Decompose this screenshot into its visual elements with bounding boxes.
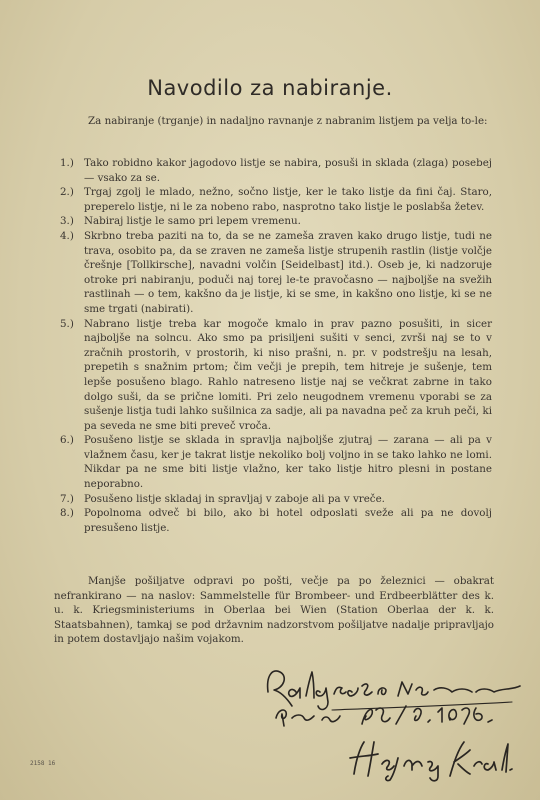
rule-number: 8.)	[60, 507, 74, 520]
intro-paragraph: Za nabiranje (trganje) in nadaljno ravnanje z nabranim listjem pa velja to-le:	[88, 115, 488, 127]
rule-text: Posušeno listje se sklada in spravlja najboljše zjutraj — zarana — ali pa v vlažnem času, ker je takrat listje nekoliko bolj voljno in se tako lahko ne lomi. Nikdar pa ne sme biti listje vlažno, ker tako listje hitro plesni in postane neporabno.	[84, 434, 492, 491]
rule-item	[60, 214, 492, 229]
rule-text: Tako robidno kakor jagodovo listje se nabira, posuši in sklada (zlaga) posebej — vsako za se.	[84, 157, 492, 184]
rule-number: 3.)	[60, 215, 74, 228]
rule-number: 1.)	[60, 157, 74, 169]
rule-item	[60, 229, 492, 317]
rule-text: Popolnoma odveč bi bilo, ako bi hotel odposlati sveže ali pa ne dovolj presušeno listje.	[84, 507, 492, 534]
rule-number: 7.)	[60, 492, 74, 505]
rule-item	[60, 492, 492, 507]
rule-number: 6.)	[60, 434, 74, 447]
rule-text: Trgaj zgolj le mlado, nežno, sočno listje, ker le tako listje da fini čaj. Staro, preperelo listje, ni le za nobeno rabo, nasprotno tako listje le poslabša žetev.	[84, 186, 492, 213]
rules-list	[60, 156, 492, 535]
rule-item	[60, 185, 492, 214]
rule-item	[60, 156, 492, 185]
rule-item	[60, 506, 492, 535]
rule-item	[60, 317, 492, 434]
rule-number: 5.)	[60, 317, 74, 330]
document-title: Navodilo za nabiranje.	[147, 76, 393, 100]
rule-item	[60, 433, 492, 491]
rule-number: 2.)	[60, 186, 74, 199]
closing-paragraph: Manjše pošiljatve odpravi po pošti, večje pa po železnici — obakrat nefrankirano — na naslov: Sammelstelle für Brombeer- und Erdbeerblätter des k. u. k. Kriegsministeriums in Oberlaa bei Wien (Station Oberlaa der k. k. Staatsbahnen), tamkaj se pod državnim nadzorstvom pošiljatve nadalje pripravljajo in potem dostavljajo našim vojakom.	[54, 575, 494, 646]
rule-text: Nabrano listje treba kar mogoče kmalo in prav pazno posušiti, in sicer najboljše na solncu. Ako smo pa prisiljeni sušiti v senci, zvrši naj se to v zračnih prostorih, v prostorih, ki niso prašni, n. pr. v podstrešju na lesah, prepetih s snažnim prtom; čim večji je prepih, tem hitreje je sušenje, tem lepše posušeno blago. Rahlo natreseno listje naj se večkrat zabrne in tako dolgo suši, da se prične lomiti. Pri zelo neugodnem vremenu vporabi se za sušenje listja tudi lahko sušilnica za sadje, ali pa navadna peč za kruh peči, ki pa seveda ne sme biti preveč vroča.	[84, 317, 492, 432]
signature	[346, 736, 516, 784]
rule-number: 4.)	[60, 229, 74, 242]
handwritten-note	[262, 662, 532, 734]
rule-text: Posušeno listje skladaj in spravljaj v zaboje ali pa v vreče.	[84, 492, 385, 505]
print-code: 2158 16	[30, 760, 56, 767]
rule-text: Nabiraj listje le samo pri lepem vremenu.	[84, 215, 301, 228]
rule-text: Skrbno treba paziti na to, da se ne zameša zraven kako drugo listje, tudi ne trava, osobito pa, da se zraven ne zameša listje strupenih rastlin (listje volčje črešnje [Tollkirsche], navadni volčin [Seidelbast] itd.). Oseb je, ki nadzoruje otroke pri nabiranju, poduči naj torej le-te pravočasno — najboljše na svežih rastlinah — o tem, kakšno da je listje, ki se sme, in kakšno ono listje, ki se ne sme trgati (nabirati).	[84, 229, 492, 315]
